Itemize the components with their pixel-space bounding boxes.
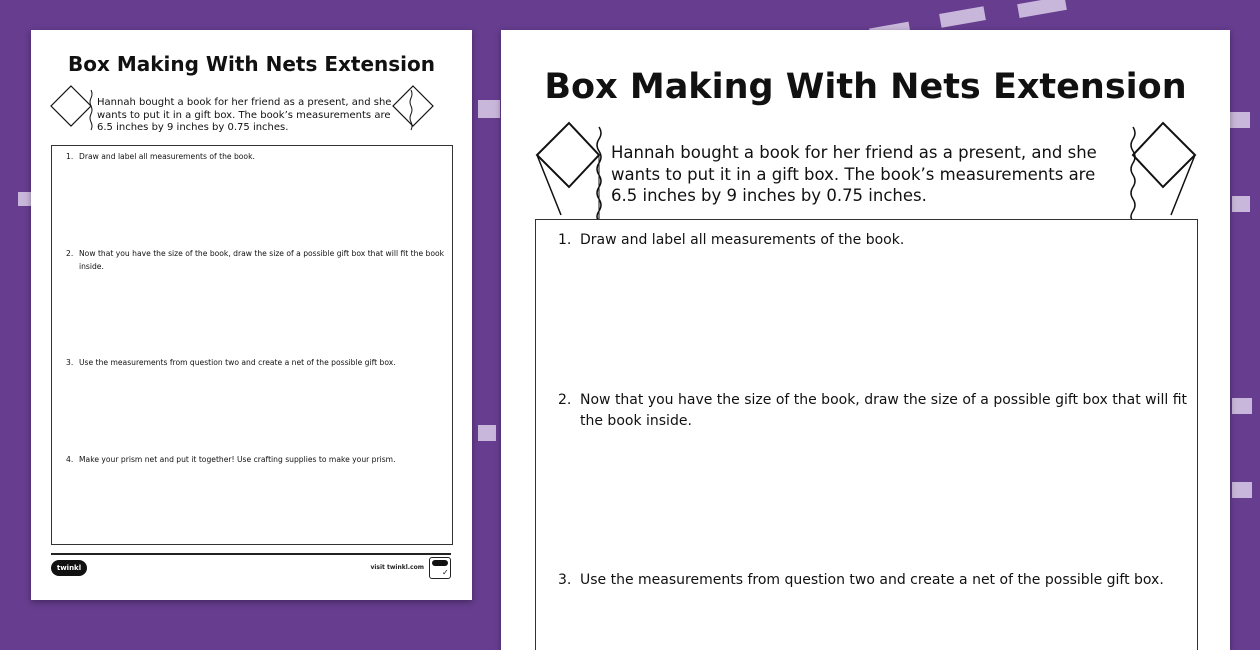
footer-divider (51, 553, 451, 555)
question-number: 1. (558, 232, 572, 248)
worksheet-thumbnail (31, 30, 472, 600)
question-1 (66, 151, 446, 164)
question-number: 4. (66, 455, 74, 464)
worksheet-title: Box Making With Nets Extension (68, 52, 435, 76)
background-dash (1232, 398, 1252, 414)
question-text: Now that you have the size of the book, draw the size of a possible gift box that will fit the book inside. (79, 249, 445, 271)
question-number: 3. (558, 572, 572, 588)
background-dash (1230, 112, 1250, 128)
intro-text: Hannah bought a book for her friend as a present, and she wants to put it in a gift box. The book’s measurements are 6.5 inches by 9 inches by 0.75 inches. (611, 143, 1097, 205)
background-dash (18, 192, 31, 206)
question-number: 2. (66, 249, 74, 258)
question-2 (558, 390, 1188, 432)
twinkl-logo-icon: twinkl (51, 560, 87, 576)
question-4 (66, 454, 446, 467)
question-number: 1. (66, 152, 74, 161)
questions-box (51, 145, 453, 545)
background-dash (478, 425, 496, 441)
question-text: Now that you have the size of the book, draw the size of a possible gift box that will fit the book inside. (580, 392, 1188, 429)
question-1 (558, 230, 1188, 251)
question-3 (558, 570, 1188, 591)
background-dash (1232, 196, 1250, 212)
question-text: Use the measurements from question two and create a net of the possible gift box. (79, 358, 396, 367)
worksheet-title: Box Making With Nets Extension (544, 67, 1187, 107)
question-number: 3. (66, 358, 74, 367)
background-dash (1232, 482, 1252, 498)
quality-standard-badge-icon: ✓ (429, 557, 451, 579)
question-2 (66, 248, 446, 273)
question-3 (66, 357, 446, 370)
questions-box (535, 219, 1198, 650)
intro-text: Hannah bought a book for her friend as a present, and she wants to put it in a gift box. The book’s measurements are 6.5 inches by 9 inches by 0.75 inches. (97, 97, 392, 133)
question-text: Draw and label all measurements of the book. (79, 152, 255, 161)
question-text: Use the measurements from question two and create a net of the possible gift box. (580, 572, 1164, 588)
background-dash (939, 6, 986, 28)
question-text: Draw and label all measurements of the book. (580, 232, 905, 248)
background-dash (478, 100, 500, 118)
question-number: 2. (558, 392, 572, 408)
footer-url: visit twinkl.com (370, 564, 424, 571)
worksheet-zoomed (501, 30, 1230, 650)
background-dash (1017, 0, 1067, 18)
question-text: Make your prism net and put it together! Use crafting supplies to make your prism. (79, 455, 396, 464)
